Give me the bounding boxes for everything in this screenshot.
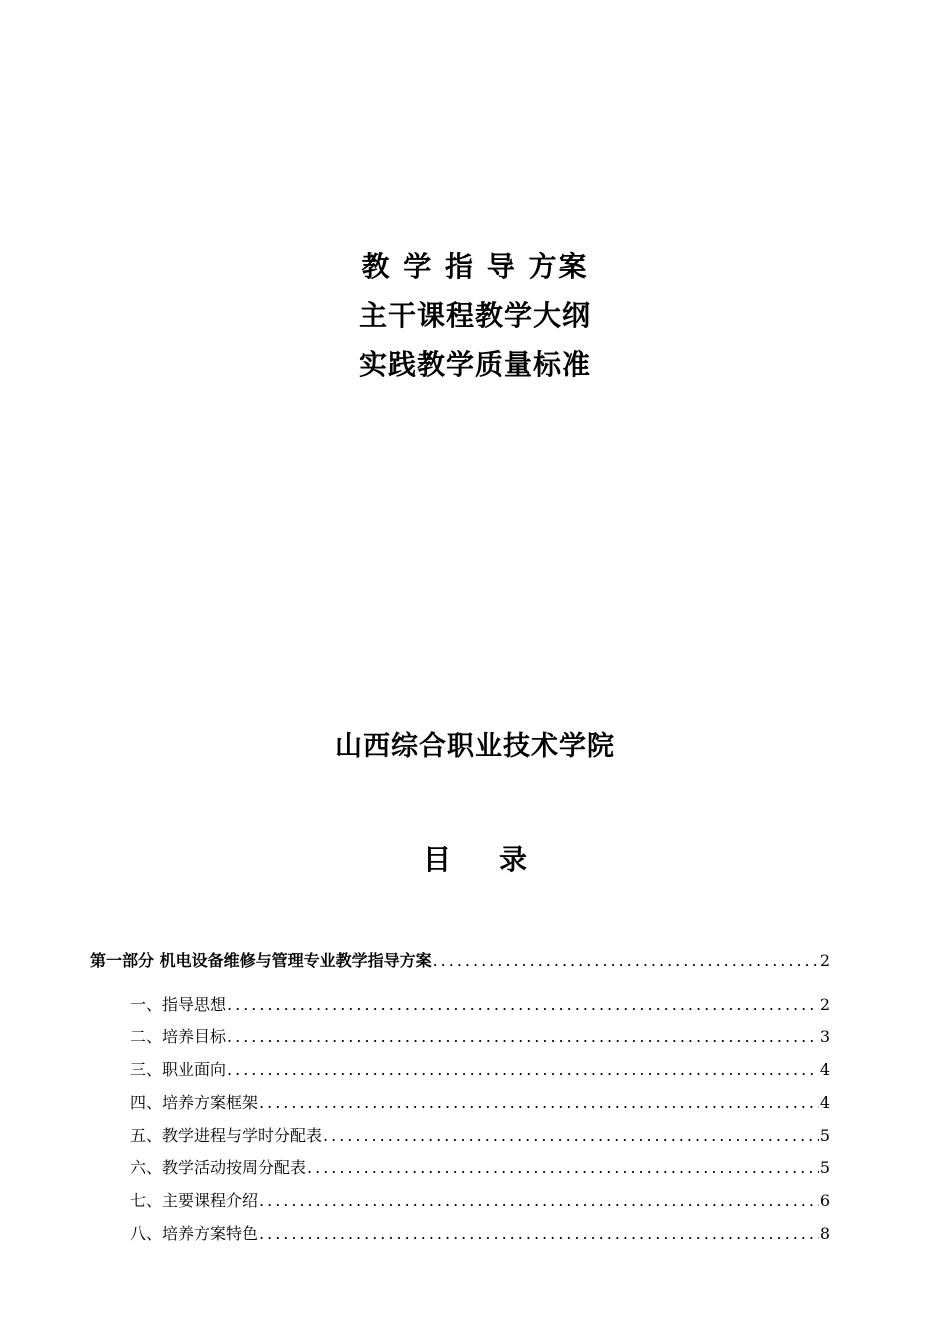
toc-item-label: 二、培养目标 xyxy=(130,1027,227,1046)
toc-leader-dots xyxy=(307,1157,819,1179)
toc-item-label: 八、培养方案特色 xyxy=(130,1224,259,1243)
toc-leader-dots xyxy=(323,1125,819,1147)
toc-item-label: 三、职业面向 xyxy=(130,1060,227,1079)
toc-leader-dots xyxy=(227,994,819,1016)
toc-page-number: 8 xyxy=(819,1224,830,1243)
toc-page-number: 6 xyxy=(819,1191,830,1210)
cover-title-line-2: 主干课程教学大纲 xyxy=(358,299,591,332)
cover-title-line-1: 教 学 指 导 方案 xyxy=(361,250,589,283)
toc-page-number: 3 xyxy=(819,1027,830,1046)
toc-item-6[interactable] xyxy=(130,1157,830,1179)
toc-item-label: 五、教学进程与学时分配表 xyxy=(130,1126,323,1145)
toc-heading-char-2: 录 xyxy=(499,843,528,876)
toc-item-4[interactable] xyxy=(130,1092,830,1114)
cover-title-line-3: 实践教学质量标准 xyxy=(358,348,591,381)
toc-item-3[interactable] xyxy=(130,1059,830,1081)
toc-item-8[interactable] xyxy=(130,1223,830,1245)
toc-item-label: 六、教学活动按周分配表 xyxy=(130,1158,307,1177)
toc-page-number: 4 xyxy=(819,1093,830,1112)
toc-page-number: 5 xyxy=(819,1158,830,1177)
toc-part-label: 第一部分 机电设备维修与管理专业教学指导方案 xyxy=(90,951,432,970)
toc-item-label: 一、指导思想 xyxy=(130,995,227,1014)
toc-item-1[interactable] xyxy=(130,994,830,1016)
toc-heading xyxy=(0,842,950,878)
toc-item-5[interactable] xyxy=(130,1125,830,1147)
toc-page-number: 4 xyxy=(819,1060,830,1079)
toc-leader-dots xyxy=(227,1059,819,1081)
toc-leader-dots xyxy=(259,1092,819,1114)
institution-name: 山西综合职业技术学院 xyxy=(335,731,615,762)
toc-heading-char-1: 目 xyxy=(422,843,451,876)
toc-page-number: 2 xyxy=(819,951,830,970)
toc-item-2[interactable] xyxy=(130,1026,830,1048)
toc-leader-dots xyxy=(227,1026,819,1048)
toc-item-label: 七、主要课程介绍 xyxy=(130,1191,259,1210)
toc-item-label: 四、培养方案框架 xyxy=(130,1093,259,1112)
toc-page-number: 2 xyxy=(819,995,830,1014)
toc-leader-dots xyxy=(259,1190,819,1212)
toc-leader-dots xyxy=(259,1223,819,1245)
toc-page-number: 5 xyxy=(819,1126,830,1145)
toc-part-entry[interactable] xyxy=(90,950,830,972)
toc-item-7[interactable] xyxy=(130,1190,830,1212)
toc-leader-dots xyxy=(433,950,819,972)
